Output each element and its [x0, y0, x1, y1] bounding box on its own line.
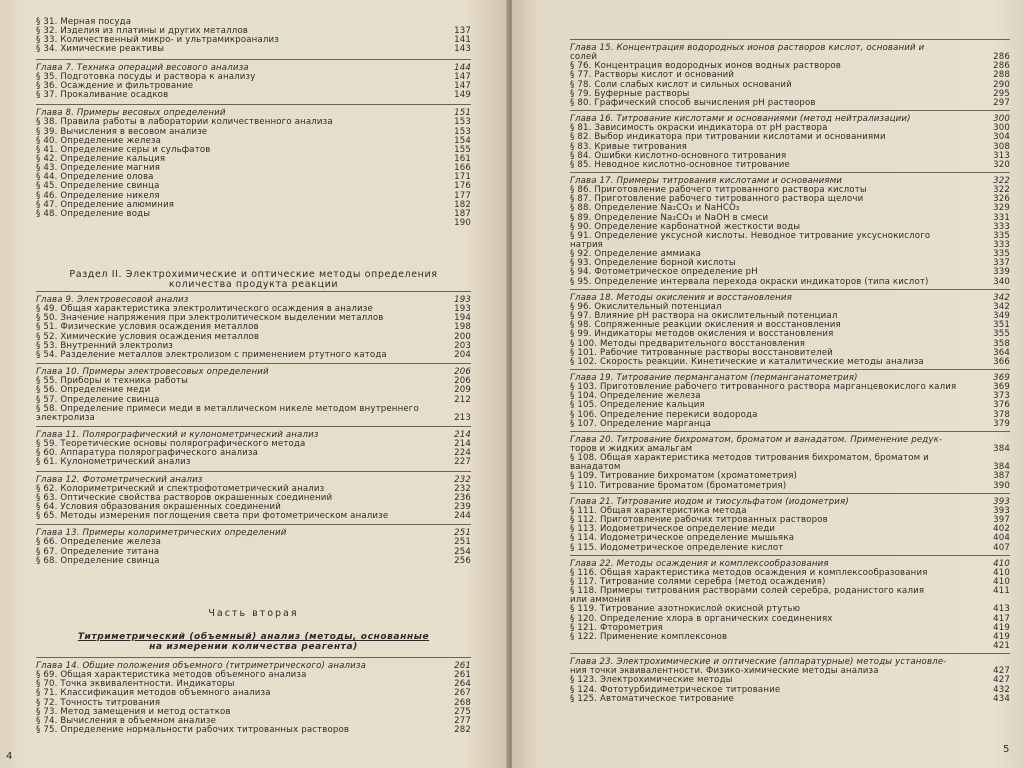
chapter-divider — [36, 524, 471, 525]
entry-page-number: 329 — [993, 203, 1010, 214]
entry-title: § 74. Вычисления в объемном анализе — [36, 715, 217, 726]
entry-page-number: 232 — [454, 483, 471, 494]
entry-title: § 66. Определение железа — [36, 537, 162, 548]
entry-title: Глава 21. Титрование иодом и тиосульфатом (иодометрия) — [570, 496, 849, 507]
part-subtitle-line-2: на измерении количества реагента) — [149, 642, 358, 652]
entry-title: § 91. Определение уксусной кислоты. Неводное титрование уксуснокислого — [570, 230, 931, 241]
entry-page-number: 151 — [454, 108, 471, 119]
entry-title: Глава 7. Техника операций весового анализа — [36, 62, 249, 73]
toc-entry — [36, 219, 471, 228]
entry-title: § 88. Определение Na₂CO₃ и NaHCO₃ — [570, 203, 740, 214]
entry-title: § 117. Титрование солями серебра (метод осаждения) — [570, 576, 826, 587]
entry-page-number: 417 — [993, 613, 1010, 624]
chapter-divider — [570, 653, 1010, 654]
entry-title: § 72. Точность титрования — [36, 697, 161, 708]
entry-title: § 61. Кулонометрический анализ — [36, 457, 191, 468]
entry-title: § 90. Определение карбонатной жесткости воды — [570, 221, 801, 232]
chapter-divider — [570, 369, 1010, 370]
entry-page-number: 261 — [454, 661, 471, 671]
toc-entry — [570, 232, 1010, 241]
entry-page-number: 204 — [454, 349, 471, 360]
toc-entry — [570, 99, 1010, 108]
entry-title: § 110. Титрование броматом (броматометрия) — [570, 480, 787, 491]
entry-page-number: 337 — [993, 258, 1010, 269]
entry-title: § 54. Разделение металлов электролизом с применением ртутного катода — [36, 349, 387, 360]
entry-title: § 102. Скорость реакции. Кинетические и каталитические методы анализа — [570, 356, 924, 367]
entry-title: § 56. Определение меди — [36, 385, 151, 396]
entry-title: Глава 12. Фотометрический анализ — [36, 474, 203, 485]
entry-page-number: 224 — [454, 448, 471, 459]
entry-page-number: 154 — [454, 135, 471, 146]
entry-title: Глава 16. Титрование кислотами и основаниями (метод нейтрализации) — [570, 114, 911, 125]
entry-page-number: 333 — [993, 221, 1010, 232]
entry-page-number: 267 — [454, 688, 471, 699]
toc-entry — [570, 633, 1010, 642]
entry-title: § 92. Определение аммиака — [570, 249, 702, 260]
entry-page-number: 378 — [993, 409, 1010, 420]
entry-page-number: 171 — [454, 172, 471, 183]
entry-title: Глава 18. Методы окисления и восстановления — [570, 292, 792, 303]
entry-page-number: 261 — [454, 670, 471, 681]
entry-title: Глава 22. Методы осаждения и комплексообразования — [570, 558, 829, 569]
entry-page-number: 384 — [993, 462, 1010, 473]
entry-title: § 107. Определение марганца — [570, 418, 712, 429]
entry-page-number: 404 — [993, 533, 1010, 544]
entry-title: § 109. Титрование бихроматом (хроматометрия) — [570, 471, 798, 482]
entry-page-number: 176 — [454, 181, 471, 192]
entry-page-number: 326 — [993, 194, 1010, 205]
entry-title: § 67. Определение титана — [36, 546, 160, 557]
toc-entry — [36, 512, 471, 521]
entry-page-number: 203 — [454, 340, 471, 351]
entry-title: § 83. Кривые титрования — [570, 141, 687, 152]
entry-page-number: 308 — [993, 141, 1010, 152]
entry-page-number: 214 — [454, 429, 471, 440]
entry-title: § 41. Определение серы и сульфатов — [36, 144, 211, 155]
entry-title: § 51. Физические условия осаждения металлов — [36, 322, 259, 333]
toc-entry — [570, 358, 1010, 367]
entry-page-number: 379 — [993, 418, 1010, 429]
entry-title: § 100. Методы предварительного восстановления — [570, 338, 806, 349]
entry-page-number: 141 — [454, 35, 471, 46]
entry-title: § 112. Приготовление рабочих титрованных растворов — [570, 515, 828, 526]
page-number: 5 — [1003, 744, 1010, 755]
entry-title: § 79. Буферные растворы — [570, 88, 690, 99]
entry-page-number: 331 — [993, 212, 1010, 223]
entry-page-number: 236 — [454, 492, 471, 503]
entry-page-number: 410 — [993, 558, 1010, 569]
chapter-divider — [36, 363, 471, 364]
entry-page-number: 286 — [993, 61, 1010, 72]
entry-title: § 77. Растворы кислот и оснований — [570, 70, 735, 81]
entry-title: § 71. Классификация методов объемного анализа — [36, 688, 271, 699]
entry-page-number: 376 — [993, 400, 1010, 411]
chapter-divider — [570, 493, 1010, 494]
entry-title: § 49. Общая характеристика электролитического осаждения в анализе — [36, 304, 373, 315]
entry-page-number: 244 — [454, 511, 471, 522]
entry-page-number: 166 — [454, 163, 471, 174]
entry-title: § 33. Количественный микро- и ультрамикроанализ — [36, 35, 279, 46]
entry-page-number: 288 — [993, 70, 1010, 81]
entry-title: Глава 19. Титрование перманганатом (перманганатометрия) — [570, 372, 858, 383]
entry-title: § 121. Фторометрия — [570, 622, 663, 633]
entry-title: § 69. Общая характеристика методов объемного анализа — [36, 670, 307, 681]
entry-page-number: 214 — [454, 439, 471, 450]
entry-page-number: 147 — [454, 71, 471, 82]
entry-page-number: 342 — [993, 301, 1010, 312]
toc-entry — [570, 482, 1010, 491]
toc-entry — [570, 534, 1010, 543]
entry-page-number: 413 — [993, 604, 1010, 615]
entry-title: § 70. Точка эквивалентности. Индикаторы — [36, 679, 235, 690]
chapter-divider — [570, 39, 1010, 40]
toc-entry — [570, 695, 1010, 704]
entry-title: § 31. Мерная посуда — [36, 17, 132, 27]
entry-page-number: 187 — [454, 208, 471, 219]
entry-page-number: 194 — [454, 313, 471, 324]
entry-title: Глава 9. Электровесовой анализ — [36, 295, 189, 305]
chapter-divider — [570, 172, 1010, 173]
entry-title: § 35. Подготовка посуды и раствора к анализу — [36, 71, 256, 82]
entry-title: § 59. Теоретические основы полярографического метода — [36, 439, 306, 450]
entry-title: § 94. Фотометрическое определение pH — [570, 267, 758, 278]
entry-page-number: 277 — [454, 715, 471, 726]
entry-page-number: 137 — [454, 26, 471, 37]
entry-title: Глава 15. Концентрация водородных ионов растворов кислот, оснований и — [570, 43, 925, 53]
entry-title: Глава 23. Электрохимические и оптические (аппаратурные) методы установле- — [570, 657, 947, 668]
chapter-divider — [36, 59, 471, 60]
toc-entry — [36, 351, 471, 360]
entry-title: § 120. Определение хлора в органических соединениях — [570, 613, 833, 624]
entry-title: § 87. Приготовление рабочего титрованного раствора щелочи — [570, 194, 864, 205]
toc-entry — [570, 161, 1010, 170]
entry-title: § 115. Иодометрическое определение кислот — [570, 542, 784, 553]
entry-page-number: 290 — [993, 79, 1010, 90]
entry-title: солей — [570, 52, 598, 63]
entry-title: § 42. Определение кальция — [36, 153, 166, 164]
entry-page-number: 295 — [993, 88, 1010, 99]
entry-title: § 96. Окислительный потенциал — [570, 301, 722, 312]
entry-page-number: 300 — [993, 123, 1010, 134]
left-page — [0, 0, 508, 768]
entry-title: § 76. Концентрация водородных ионов водных растворов — [570, 61, 841, 72]
chapter-divider — [570, 110, 1010, 111]
entry-page-number: 339 — [993, 267, 1010, 278]
page-number: 4 — [6, 751, 13, 762]
entry-page-number: 193 — [454, 304, 471, 315]
entry-title: § 106. Определение перекиси водорода — [570, 409, 758, 420]
entry-title: § 43. Определение магния — [36, 163, 161, 174]
entry-page-number: 390 — [993, 480, 1010, 491]
toc-entry — [36, 91, 471, 100]
entry-page-number: 411 — [993, 586, 1010, 597]
entry-page-number: 355 — [993, 329, 1010, 340]
entry-page-number: 155 — [454, 144, 471, 155]
entry-title: § 60. Аппаратура полярографического анализа — [36, 448, 259, 459]
entry-page-number: 213 — [454, 412, 471, 423]
chapter-divider — [36, 471, 471, 472]
entry-title: Глава 13. Примеры колориметрических определений — [36, 528, 287, 539]
entry-page-number: 432 — [993, 684, 1010, 695]
chapter-divider — [570, 555, 1010, 556]
chapter-divider — [36, 104, 471, 105]
toc-entry — [36, 405, 471, 414]
entry-page-number: 387 — [993, 471, 1010, 482]
entry-title: Глава 8. Примеры весовых определений — [36, 108, 226, 119]
entry-title: § 98. Сопряженные реакции окисления и восстановления — [570, 320, 841, 331]
entry-page-number: 153 — [454, 126, 471, 137]
entry-title: § 116. Общая характеристика методов осаждения и комплексообразования — [570, 567, 928, 578]
entry-page-number: 297 — [993, 97, 1010, 108]
entry-title: ния точки эквивалентности. Физико-химические методы анализа — [570, 666, 879, 677]
toc-entry — [570, 642, 1010, 651]
entry-page-number: 342 — [993, 292, 1010, 303]
entry-page-number: 206 — [454, 367, 471, 378]
entry-page-number: 366 — [993, 356, 1010, 367]
entry-title: § 75. Определение нормальности рабочих титрованных растворов — [36, 725, 350, 736]
entry-page-number: 407 — [993, 542, 1010, 553]
chapter-divider — [36, 657, 471, 658]
entry-page-number: 384 — [993, 444, 1010, 454]
entry-page-number: 161 — [454, 153, 471, 164]
entry-page-number: 282 — [454, 725, 471, 736]
entry-page-number: 322 — [993, 185, 1010, 196]
entry-page-number: 275 — [454, 706, 471, 717]
entry-page-number: 333 — [993, 240, 1010, 250]
entry-page-number: 239 — [454, 502, 471, 512]
chapter-divider — [570, 289, 1010, 290]
entry-title: § 122. Применение комплексонов — [570, 631, 728, 642]
toc-entry — [570, 420, 1010, 429]
entry-page-number: 256 — [454, 555, 471, 566]
entry-title: § 68. Определение свинца — [36, 555, 160, 566]
entry-title: § 97. Влияние pH раствора на окислительный потенциал — [570, 311, 838, 322]
entry-title: § 37. Прокаливание осадков — [36, 90, 169, 101]
toc-entry — [36, 210, 471, 219]
entry-page-number: 254 — [454, 546, 471, 557]
entry-title: § 118. Примеры титрования растворами солей серебра, роданистого калия — [570, 586, 925, 597]
entry-page-number: 286 — [993, 52, 1010, 63]
entry-title: § 78. Соли слабых кислот и сильных оснований — [570, 79, 792, 90]
toc-entry — [36, 458, 471, 467]
entry-page-number: 200 — [454, 331, 471, 342]
entry-page-number: 300 — [993, 114, 1010, 125]
entry-page-number: 393 — [993, 505, 1010, 516]
entry-page-number: 410 — [993, 576, 1010, 587]
entry-page-number: 212 — [454, 394, 471, 405]
entry-page-number: 358 — [993, 338, 1010, 349]
entry-page-number: 147 — [454, 80, 471, 91]
part-title: Часть вторая — [208, 608, 299, 619]
entry-title: § 63. Оптические свойства растворов окрашенных соединений — [36, 492, 333, 503]
entry-title: § 111. Общая характеристика метода — [570, 505, 747, 516]
entry-title: § 89. Определение Na₂CO₃ и NaOH в смеси — [570, 212, 769, 223]
entry-page-number: 177 — [454, 190, 471, 201]
entry-title: § 84. Ошибки кислотно-основного титрования — [570, 150, 787, 161]
toc-entry — [36, 386, 471, 395]
entry-title: § 101. Рабочие титрованные растворы восстановителей — [570, 347, 833, 358]
entry-title: § 55. Приборы и техника работы — [36, 376, 189, 387]
entry-page-number: 421 — [993, 641, 1010, 651]
entry-page-number: 209 — [454, 385, 471, 396]
entry-title: § 81. Зависимость окраски индикатора от pH раствора — [570, 123, 828, 134]
entry-page-number: 351 — [993, 320, 1010, 331]
entry-page-number: 153 — [454, 117, 471, 128]
entry-title: § 104. Определение железа — [570, 391, 701, 402]
entry-title: § 125. Автоматическое титрование — [570, 693, 734, 704]
section-title: Раздел II. Электрохимические и оптические методы определения — [69, 269, 438, 280]
entry-page-number: 313 — [993, 150, 1010, 161]
toc-entry — [570, 278, 1010, 287]
entry-title: § 52. Химические условия осаждения металлов — [36, 331, 260, 342]
entry-page-number: 322 — [993, 175, 1010, 186]
chapter-divider — [36, 426, 471, 427]
entry-page-number: 427 — [993, 666, 1010, 677]
entry-page-number: 419 — [993, 622, 1010, 633]
entry-page-number: 304 — [993, 132, 1010, 143]
right-page — [512, 0, 1024, 768]
toc-entry — [570, 133, 1010, 142]
entry-page-number: 198 — [454, 322, 471, 333]
entry-page-number: 393 — [993, 496, 1010, 507]
entry-title: § 85. Неводное кислотно-основное титрование — [570, 159, 790, 170]
entry-title: § 46. Определение никеля — [36, 190, 160, 201]
entry-title: натрия — [570, 240, 604, 250]
entry-page-number: 427 — [993, 675, 1010, 686]
entry-title: § 62. Колориметрический и спектрофотометрический анализ — [36, 483, 325, 494]
entry-title: § 124. Фототурбидиметрическое титрование — [570, 684, 781, 695]
entry-title: § 86. Приготовление рабочего титрованного раствора кислоты — [570, 185, 867, 196]
entry-page-number: 190 — [454, 218, 471, 228]
entry-page-number: 227 — [454, 457, 471, 468]
entry-title: ванадатом — [570, 462, 621, 473]
entry-title: § 113. Иодометрическое определение меди — [570, 524, 776, 535]
entry-page-number: 182 — [454, 199, 471, 210]
entry-page-number: 397 — [993, 515, 1010, 526]
entry-page-number: 434 — [993, 693, 1010, 704]
toc-entry — [36, 726, 471, 735]
entry-title: Глава 14. Общие положения объемного (титриметрического) анализа — [36, 661, 367, 671]
entry-title: § 80. Графический способ вычисления pH растворов — [570, 97, 816, 108]
entry-page-number: 410 — [993, 567, 1010, 578]
entry-title: § 32. Изделия из платины и других металлов — [36, 26, 248, 37]
entry-page-number: 369 — [993, 382, 1010, 393]
entry-title: § 93. Определение борной кислоты — [570, 258, 736, 269]
entry-title: § 114. Иодометрическое определение мышьяка — [570, 533, 795, 544]
entry-title: § 38. Правила работы в лаборатории количественного анализа — [36, 117, 333, 128]
entry-title: § 45. Определение свинца — [36, 181, 160, 192]
entry-page-number: 335 — [993, 249, 1010, 260]
entry-title: электролиза — [36, 412, 95, 423]
entry-title: § 108. Общая характеристика методов титрования бихроматом, броматом и — [570, 453, 929, 464]
toc-entry — [36, 557, 471, 566]
entry-title: § 64. Условия образования окрашенных соединений — [36, 502, 281, 512]
entry-title: § 123. Электрохимические методы — [570, 675, 733, 686]
entry-title: § 57. Определение свинца — [36, 394, 160, 405]
toc-entry — [570, 330, 1010, 339]
entry-title: § 47. Определение алюминия — [36, 199, 175, 210]
toc-entry — [570, 454, 1010, 463]
entry-page-number: 402 — [993, 524, 1010, 535]
entry-page-number: 335 — [993, 230, 1010, 241]
toc-entry — [570, 544, 1010, 553]
entry-title: или аммония — [570, 595, 631, 606]
entry-page-number: 349 — [993, 311, 1010, 322]
entry-title: § 36. Осаждение и фильтрование — [36, 80, 194, 91]
entry-title: § 82. Выбор индикатора при титровании кислотами и основаниями — [570, 132, 886, 143]
entry-title: § 40. Определение железа — [36, 135, 162, 146]
entry-title: § 50. Значение напряжения при электролитическом выделении металлов — [36, 313, 384, 324]
entry-page-number: 206 — [454, 376, 471, 387]
entry-page-number: 369 — [993, 372, 1010, 383]
entry-title: § 105. Определение кальция — [570, 400, 705, 411]
entry-page-number: 144 — [454, 62, 471, 73]
entry-title: § 73. Метод замещения и метод остатков — [36, 706, 231, 717]
entry-title: Глава 11. Полярографический и кулонометрический анализ — [36, 429, 319, 440]
toc-entry — [36, 118, 471, 127]
entry-title: § 39. Вычисления в весовом анализе — [36, 126, 208, 137]
toc-entry — [570, 587, 1010, 596]
entry-title: Глава 20. Титрование бихроматом, броматом и ванадатом. Применение редук- — [570, 434, 943, 445]
entry-page-number: 373 — [993, 391, 1010, 402]
section-title-line-2: количества продукта реакции — [168, 279, 339, 290]
entry-page-number: 251 — [454, 528, 471, 539]
entry-page-number: 149 — [454, 90, 471, 101]
entry-title: § 119. Титрование азотнокислой окисной ртутью — [570, 604, 801, 615]
entry-page-number: 193 — [454, 295, 471, 305]
toc-entry — [36, 45, 471, 54]
entry-page-number: 143 — [454, 44, 471, 55]
entry-title: § 48. Определение воды — [36, 208, 151, 219]
entry-title: § 95. Определение интервала перехода окраски индикаторов (типа кислот) — [570, 276, 929, 287]
entry-page-number: 268 — [454, 697, 471, 708]
chapter-heading — [570, 44, 1010, 53]
entry-title: § 99. Индикаторы методов окисления и восстановления — [570, 329, 834, 340]
entry-page-number: 364 — [993, 347, 1010, 358]
entry-title: Глава 17. Примеры титрования кислотами и основаниями — [570, 175, 843, 186]
entry-title: § 103. Приготовление рабочего титрованного раствора марганцевокислого калия — [570, 382, 957, 393]
entry-title: Глава 10. Примеры электровесовых определений — [36, 367, 269, 378]
entry-page-number: 419 — [993, 631, 1010, 642]
entry-title: § 44. Определение олова — [36, 172, 154, 183]
entry-title: § 53. Внутренний электролиз — [36, 340, 174, 351]
entry-title: § 34. Химические реактивы — [36, 44, 165, 55]
chapter-divider — [570, 431, 1010, 432]
entry-page-number: 264 — [454, 679, 471, 690]
part-subtitle: Титриметрический (объемный) анализ (методы, основанные — [77, 632, 430, 642]
toc-entry — [36, 414, 471, 423]
entry-page-number: 320 — [993, 159, 1010, 170]
entry-title: торов и жидких амальгам — [570, 444, 693, 454]
entry-page-number: 251 — [454, 537, 471, 548]
entry-page-number: 232 — [454, 474, 471, 485]
entry-page-number: 340 — [993, 276, 1010, 287]
entry-title: § 65. Методы измерения поглощения света при фотометрическом анализе — [36, 511, 389, 522]
entry-title: § 58. Определение примеси меди в металлическом никеле методом внутреннего — [36, 403, 419, 414]
chapter-divider — [36, 291, 471, 292]
